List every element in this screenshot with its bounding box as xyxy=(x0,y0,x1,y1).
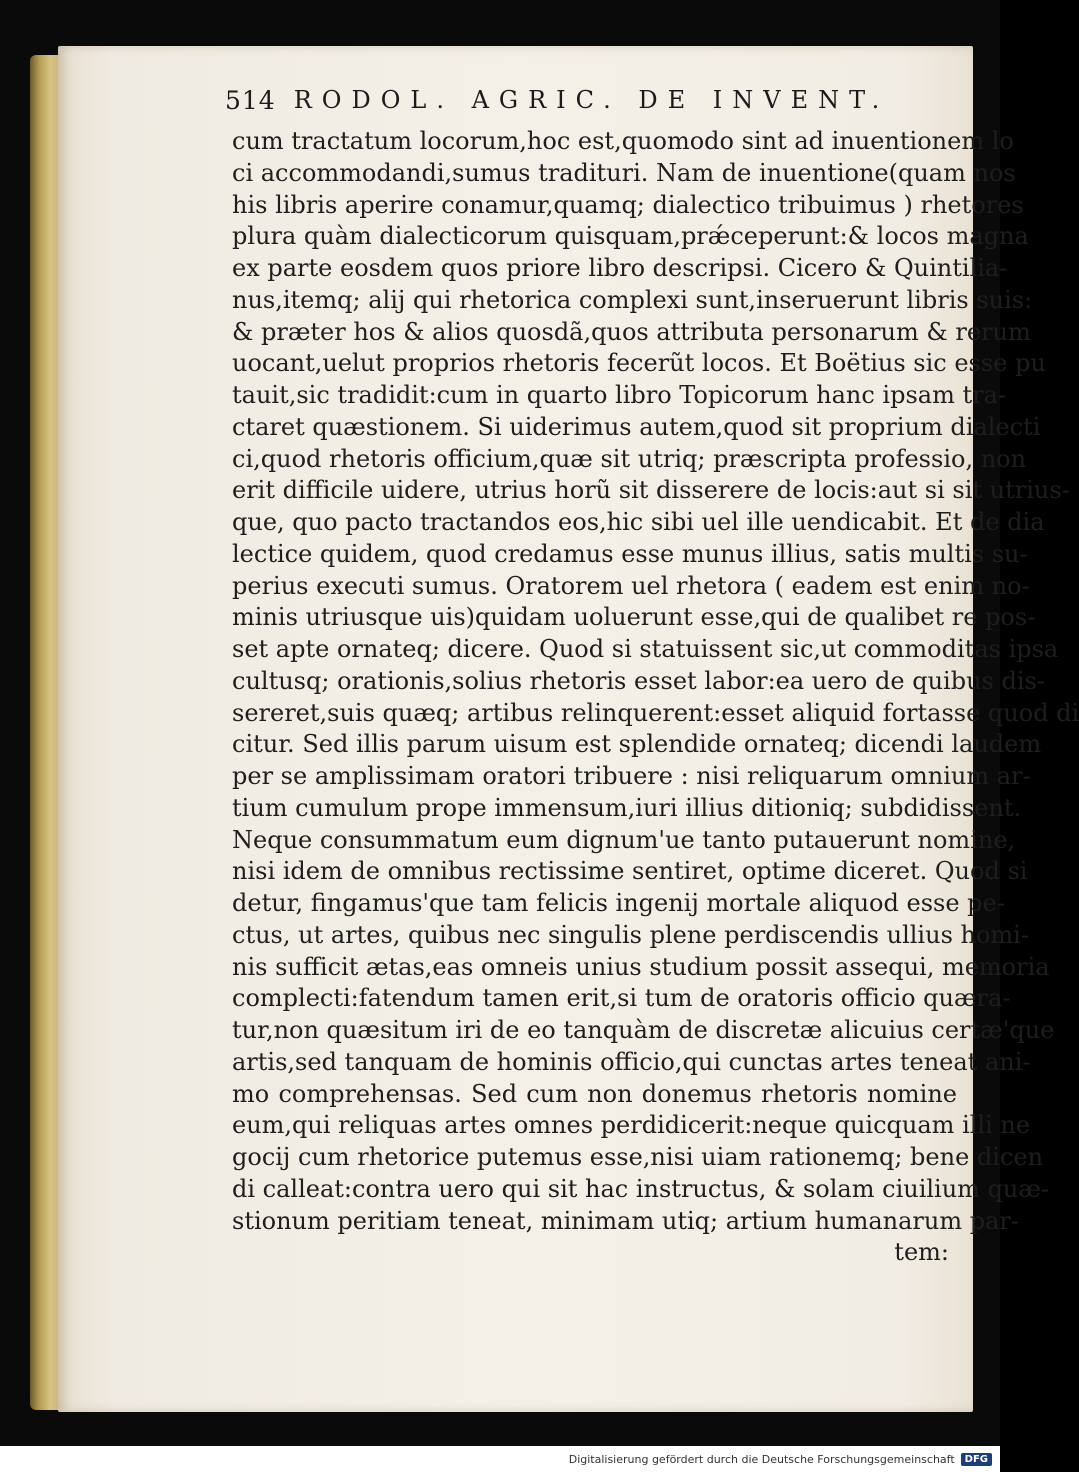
text-line: his libris aperire conamur,quamq; dialectico tribuimus ) rhetores xyxy=(232,190,1024,219)
text-line: mo comprehensas. Sed cum non donemus rhetoris nomine xyxy=(232,1079,957,1108)
text-line: que, quo pacto tractandos eos,hic sibi uel ille uendicabit. Et de dia xyxy=(232,508,1045,536)
text-line: detur, fingamus'que tam felicis ingenij mortale aliquod esse pe- xyxy=(232,889,1005,917)
body-text xyxy=(232,126,1079,1269)
footer-credit: Digitalisierung gefördert durch die Deutsche Forschungsgemeinschaft xyxy=(568,1452,955,1466)
text-line: ex parte eosdem quos priore libro descripsi. Cicero & Quintilia- xyxy=(232,254,1008,282)
text-line: ctaret quæstionem. Si uiderimus autem,quod sit proprium dialecti xyxy=(232,412,1041,441)
text-line: plura quàm dialecticorum quisquam,prǽceperunt:& locos magna xyxy=(232,222,1029,251)
page-number: 514 xyxy=(225,85,276,115)
text-line: set apte ornateq; dicere. Quod si statuissent sic,ut commoditas ipsa xyxy=(232,635,1059,663)
text-line: erit difficile uidere, utrius horũ sit disserere de locis:aut si sit utrius- xyxy=(232,476,1070,505)
text-line: tauit,sic tradidit:cum in quarto libro Topicorum hanc ipsam tra- xyxy=(232,381,1007,409)
text-line: & præter hos & alios quosdã,quos attributa personarum & rerum xyxy=(232,317,1031,346)
text-line: ci accommodandi,sumus tradituri. Nam de inuentione(quam nos xyxy=(232,158,1016,187)
running-head xyxy=(225,80,925,120)
text-line: ctus, ut artes, quibus nec singulis plene perdiscendis ullius homi- xyxy=(232,920,1029,949)
text-line: uocant,uelut proprios rhetoris fecerũt locos. Et Boëtius sic esse pu xyxy=(232,349,1046,378)
text-line: nisi idem de omnibus rectissime sentiret, optime diceret. Quod si xyxy=(232,857,1028,886)
running-title: RODOL. AGRIC. DE INVENT. xyxy=(293,86,890,114)
text-line: lectice quidem, quod credamus esse munus illius, satis multis su- xyxy=(232,539,1028,568)
dfg-logo-icon: DFG xyxy=(961,1453,992,1466)
text-line: di calleat:contra uero qui sit hac instructus, & solam ciuilium quæ- xyxy=(232,1174,1050,1203)
text-line: nus,itemq; alij qui rhetorica complexi sunt,inseruerunt libris suis: xyxy=(232,285,1033,314)
text-line: stionum peritiam teneat, minimam utiq; artium humanarum par- xyxy=(232,1206,1019,1235)
text-line: Neque consummatum eum dignum'ue tanto putauerunt nomine, xyxy=(232,825,1016,854)
text-line: eum,qui reliquas artes omnes perdidicerit:neque quicquam illi ne xyxy=(232,1111,1031,1140)
text-line: complecti:fatendum tamen erit,si tum de oratoris officio quæra- xyxy=(232,984,1011,1013)
catchword: tem: xyxy=(894,1238,949,1267)
text-line: tur,non quæsitum iri de eo tanquàm de discretæ alicuius certæ'que xyxy=(232,1016,1055,1044)
footer-bar xyxy=(0,1446,1000,1472)
text-line: cum tractatum locorum,hoc est,quomodo sint ad inuentionem lo xyxy=(232,127,1014,155)
text-line: nis sufficit ætas,eas omneis unius studium possit assequi, memoria xyxy=(232,952,1050,981)
text-line: artis,sed tanquam de hominis officio,qui cunctas artes teneat ani- xyxy=(232,1047,1031,1076)
text-line: gocij cum rhetorice putemus esse,nisi uiam rationemq; bene dicen xyxy=(232,1143,1044,1171)
text-line: cultusq; orationis,solius rhetoris esset labor:ea uero de quibus dis- xyxy=(232,666,1045,695)
text-line: sereret,suis quæq; artibus relinquerent:esset aliquid fortasse quod di xyxy=(232,698,1079,727)
text-line: tium cumulum prope immensum,iuri illius ditioniq; subdidissent. xyxy=(232,793,1022,822)
text-line: ci,quod rhetoris officium,quæ sit utriq; præscripta professio, non xyxy=(232,444,1027,473)
text-line: citur. Sed illis parum uisum est splendide ornateq; dicendi laudem xyxy=(232,730,1042,759)
text-line: per se amplissimam oratori tribuere : nisi reliquarum omnium ar- xyxy=(232,762,1031,790)
text-line: minis utriusque uis)quidam uoluerunt esse,qui de qualibet re pos- xyxy=(232,603,1036,632)
text-line: perius executi sumus. Oratorem uel rhetora ( eadem est enim no- xyxy=(232,571,1030,600)
